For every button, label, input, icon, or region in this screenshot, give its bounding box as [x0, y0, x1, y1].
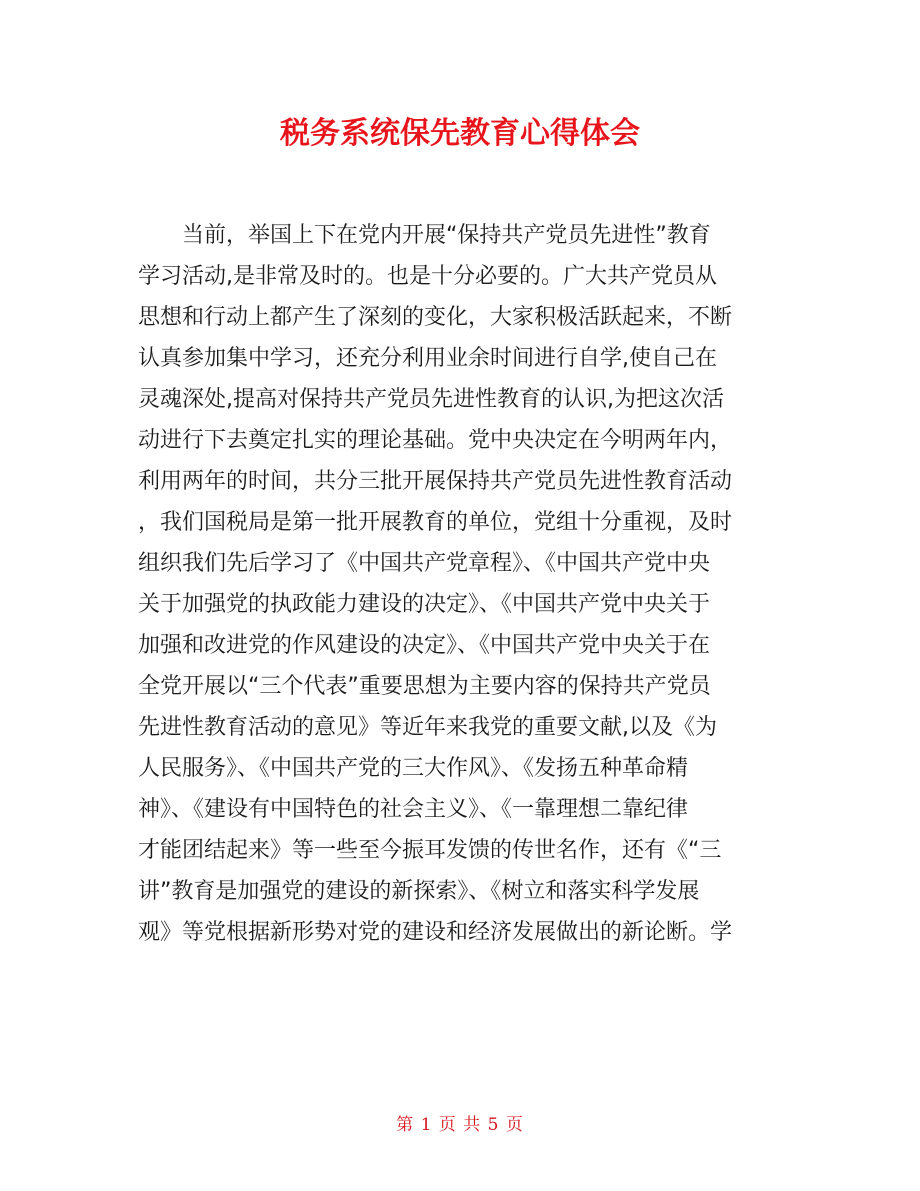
body-line: 学习活动,是非常及时的。也是十分必要的。广大共产党员从 — [138, 264, 717, 289]
document-body — [138, 215, 786, 953]
body-line: 思想和行动上都产生了深刻的变化，大家积极活跃起来，不断 — [138, 305, 733, 330]
body-line: 观》等党根据新形势对党的建设和经济发展做出的新论断。学 — [138, 920, 733, 945]
body-line: 认真参加集中学习，还充分利用业余时间进行自学,使自己在 — [138, 346, 717, 371]
body-line: 组织我们先后学习了《中国共产党章程》、《中国共产党中央 — [138, 551, 711, 576]
body-line: 灵魂深处,提高对保持共产党员先进性教育的认识,为把这次活 — [138, 387, 724, 412]
body-line: 利用两年的时间，共分三批开展保持共产党员先进性教育活动 — [138, 469, 733, 494]
body-line: 加强和改进党的作风建设的决定》、《中国共产党中央关于在 — [138, 633, 711, 658]
body-line: 神》、《建设有中国特色的社会主义》、《一靠理想二靠纪律 — [138, 797, 689, 822]
body-line: 动进行下去奠定扎实的理论基础。党中央决定在今明两年内， — [138, 428, 733, 453]
body-line: 关于加强党的执政能力建设的决定》、《中国共产党中央关于 — [138, 592, 711, 617]
body-line: 讲”教育是加强党的建设的新探索》、《树立和落实科学发展 — [138, 879, 700, 904]
body-line: 当前，举国上下在党内开展“保持共产党员先进性”教育 — [182, 223, 711, 248]
body-line: 才能团结起来》等一些至今振耳发馈的传世名作，还有《“三 — [138, 838, 722, 863]
body-line: ，我们国税局是第一批开展教育的单位，党组十分重视，及时 — [138, 510, 733, 535]
page-number-footer: 第 1 页 共 5 页 — [396, 1115, 524, 1135]
body-line: 人民服务》、《中国共产党的三大作风》、《发扬五种革命精 — [138, 756, 689, 781]
body-line: 全党开展以“三个代表”重要思想为主要内容的保持共产党员 — [138, 674, 711, 699]
document-title: 税务系统保先教育心得体会 — [280, 116, 640, 151]
body-line: 先进性教育活动的意见》等近年来我党的重要文献,以及《为 — [138, 715, 717, 740]
